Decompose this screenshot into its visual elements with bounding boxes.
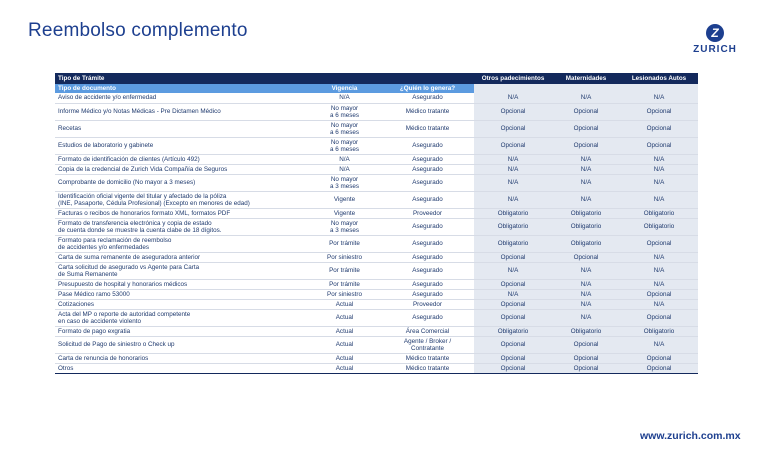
zurich-logo-icon: Z xyxy=(706,24,724,42)
cell-quien-genera-line: Asegurado xyxy=(412,165,443,173)
cell-lesionados-autos: Opcional xyxy=(620,363,698,373)
cell-documento xyxy=(55,164,308,174)
table-row xyxy=(55,326,698,336)
cell-documento-line: Carta de renuncia de honorarios xyxy=(58,354,149,362)
cell-otros-padecimientos: N/A xyxy=(474,154,552,164)
cell-quien-genera-line: Médico tratante xyxy=(405,125,450,132)
cell-vigencia-line: Actual xyxy=(335,314,354,321)
header-quien-genera: ¿Quién lo genera? xyxy=(381,84,474,93)
cell-vigencia-line: a 3 meses xyxy=(329,226,360,234)
cell-quien-genera xyxy=(381,309,474,326)
cell-quien-genera xyxy=(381,93,474,103)
cell-quien-genera-line: Contratante xyxy=(411,344,444,352)
cell-lesionados-autos: Opcional xyxy=(620,353,698,363)
table-row xyxy=(55,235,698,252)
cell-documento xyxy=(55,235,308,252)
table-row xyxy=(55,299,698,309)
cell-vigencia-line: Por trámite xyxy=(329,240,360,247)
cell-quien-genera-line: Asegurado xyxy=(412,196,443,203)
cell-vigencia-line: a 3 meses xyxy=(329,182,360,190)
table-row xyxy=(55,289,698,299)
cell-quien-genera-line: Asegurado xyxy=(412,155,443,163)
cell-documento-line: Formato de identificación de clientes (Artículo 492) xyxy=(58,155,200,163)
cell-vigencia-line: No mayor xyxy=(330,104,359,112)
footer-url: www.zurich.com.mx xyxy=(640,430,741,442)
cell-vigencia-line: Vigente xyxy=(333,209,356,217)
cell-documento-line: Cotizaciones xyxy=(58,300,95,308)
cell-documento-line: Carta solicitud de asegurado vs Agente para Carta xyxy=(58,263,200,271)
cell-documento-line: Formato de pago exgratia xyxy=(58,327,131,335)
cell-quien-genera xyxy=(381,137,474,154)
cell-vigencia-line: No mayor xyxy=(330,219,359,227)
table-row xyxy=(55,353,698,363)
cell-otros-padecimientos: Opcional xyxy=(474,279,552,289)
header-maternidades: Maternidades xyxy=(552,73,620,84)
cell-lesionados-autos: N/A xyxy=(620,174,698,191)
cell-documento-line: Otros xyxy=(58,364,74,372)
cell-quien-genera xyxy=(381,326,474,336)
cell-vigencia xyxy=(308,262,381,279)
cell-quien-genera-line: Proveedor xyxy=(412,209,443,217)
cell-otros-padecimientos: Opcional xyxy=(474,103,552,120)
cell-lesionados-autos: N/A xyxy=(620,93,698,103)
cell-quien-genera xyxy=(381,363,474,373)
cell-documento xyxy=(55,336,308,353)
cell-lesionados-autos: N/A xyxy=(620,336,698,353)
cell-vigencia xyxy=(308,137,381,154)
cell-vigencia xyxy=(308,164,381,174)
table-row xyxy=(55,363,698,373)
cell-maternidades: N/A xyxy=(552,309,620,326)
cell-maternidades: Obligatorio xyxy=(552,326,620,336)
cell-maternidades: N/A xyxy=(552,164,620,174)
table-row xyxy=(55,252,698,262)
cell-maternidades: N/A xyxy=(552,93,620,103)
cell-otros-padecimientos: Opcional xyxy=(474,120,552,137)
cell-quien-genera-line: Proveedor xyxy=(412,300,443,308)
cell-vigencia xyxy=(308,235,381,252)
cell-documento-line: Carta de suma remanente de aseguradora anterior xyxy=(58,253,201,261)
cell-quien-genera-line: Asegurado xyxy=(412,240,443,247)
cell-otros-padecimientos: Opcional xyxy=(474,336,552,353)
table-header-row xyxy=(55,73,698,84)
cell-otros-padecimientos: Opcional xyxy=(474,137,552,154)
cell-documento xyxy=(55,191,308,208)
cell-documento-line: de cuenta donde se muestre la cuenta clabe de 18 dígitos. xyxy=(58,226,222,234)
cell-quien-genera-line: Médico tratante xyxy=(405,354,450,362)
cell-quien-genera xyxy=(381,279,474,289)
table-row xyxy=(55,262,698,279)
cell-quien-genera-line: Área Comercial xyxy=(405,327,450,335)
table-row xyxy=(55,191,698,208)
cell-lesionados-autos: Obligatorio xyxy=(620,326,698,336)
cell-quien-genera-line: Asegurado xyxy=(412,142,443,149)
cell-otros-padecimientos: Obligatorio xyxy=(474,218,552,235)
header-lesionados-autos: Lesionados Autos xyxy=(620,73,698,84)
cell-quien-genera-line: Asegurado xyxy=(412,223,443,230)
cell-vigencia-line: Actual xyxy=(335,300,354,308)
table-row xyxy=(55,174,698,191)
cell-otros-padecimientos: N/A xyxy=(474,93,552,103)
cell-quien-genera-line: Asegurado xyxy=(412,94,443,102)
cell-documento xyxy=(55,299,308,309)
table-row xyxy=(55,208,698,218)
cell-documento-line: Facturas o recibos de honorarios formato XML, formatos PDF xyxy=(58,209,231,217)
cell-vigencia-line: a 6 meses xyxy=(329,128,360,136)
cell-lesionados-autos: N/A xyxy=(620,252,698,262)
cell-maternidades: N/A xyxy=(552,289,620,299)
cell-documento xyxy=(55,326,308,336)
table-row xyxy=(55,93,698,103)
cell-maternidades: Opcional xyxy=(552,252,620,262)
cell-otros-padecimientos: Obligatorio xyxy=(474,326,552,336)
cell-quien-genera xyxy=(381,336,474,353)
cell-vigencia xyxy=(308,289,381,299)
cell-lesionados-autos: N/A xyxy=(620,279,698,289)
cell-lesionados-autos: Opcional xyxy=(620,235,698,252)
table-row xyxy=(55,120,698,137)
cell-documento-line: Informe Médico y/o Notas Médicas - Pre Dictamen Médico xyxy=(58,108,221,115)
cell-lesionados-autos: N/A xyxy=(620,154,698,164)
cell-vigencia xyxy=(308,309,381,326)
cell-vigencia-line: No mayor xyxy=(330,175,359,183)
cell-maternidades: Opcional xyxy=(552,336,620,353)
cell-vigencia-line: a 6 meses xyxy=(329,111,360,119)
table-row xyxy=(55,309,698,326)
cell-maternidades: Obligatorio xyxy=(552,208,620,218)
cell-otros-padecimientos: N/A xyxy=(474,164,552,174)
cell-maternidades: Opcional xyxy=(552,137,620,154)
cell-lesionados-autos: Opcional xyxy=(620,289,698,299)
cell-quien-genera-line: Asegurado xyxy=(412,267,443,274)
subheader-blank xyxy=(552,84,620,93)
cell-quien-genera xyxy=(381,353,474,363)
page-title: Reembolso complemento xyxy=(28,20,248,41)
cell-vigencia-line: No mayor xyxy=(330,138,359,146)
cell-vigencia-line: N/A xyxy=(339,94,350,102)
cell-quien-genera xyxy=(381,289,474,299)
cell-quien-genera xyxy=(381,299,474,309)
cell-quien-genera-line: Asegurado xyxy=(412,314,443,321)
cell-vigencia-line: Por trámite xyxy=(329,280,360,288)
cell-quien-genera xyxy=(381,252,474,262)
cell-otros-padecimientos: Opcional xyxy=(474,252,552,262)
table-row xyxy=(55,336,698,353)
cell-vigencia xyxy=(308,326,381,336)
cell-maternidades: Opcional xyxy=(552,103,620,120)
table-row xyxy=(55,279,698,289)
cell-vigencia-line: Por trámite xyxy=(329,267,360,274)
table-row xyxy=(55,137,698,154)
cell-quien-genera xyxy=(381,103,474,120)
cell-vigencia-line: Actual xyxy=(335,354,354,362)
cell-vigencia-line: N/A xyxy=(339,165,350,173)
cell-documento-line: (INE, Pasaporte, Cédula Profesional) (Excepto en menores de edad) xyxy=(58,199,250,207)
cell-documento xyxy=(55,262,308,279)
header-otros-padecimientos: Otros padecimientos xyxy=(474,73,552,84)
cell-vigencia-line: Por siniestro xyxy=(327,253,362,261)
cell-documento xyxy=(55,93,308,103)
cell-vigencia-line: Por siniestro xyxy=(327,290,362,298)
cell-vigencia-line: Actual xyxy=(335,364,354,372)
table-row xyxy=(55,103,698,120)
cell-vigencia xyxy=(308,191,381,208)
cell-vigencia xyxy=(308,218,381,235)
cell-documento-line: Solicitud de Pago de siniestro o Check up xyxy=(58,341,175,348)
cell-vigencia xyxy=(308,279,381,289)
cell-quien-genera xyxy=(381,262,474,279)
subheader-blank xyxy=(474,84,552,93)
cell-lesionados-autos: N/A xyxy=(620,262,698,279)
cell-documento-line: Estudios de laboratorio y gabinete xyxy=(58,142,154,149)
cell-otros-padecimientos: N/A xyxy=(474,262,552,279)
cell-maternidades: N/A xyxy=(552,191,620,208)
cell-documento xyxy=(55,279,308,289)
cell-vigencia-line: Actual xyxy=(335,327,354,335)
cell-otros-padecimientos: N/A xyxy=(474,191,552,208)
cell-quien-genera-line: Agente / Broker / xyxy=(403,337,452,345)
cell-vigencia xyxy=(308,336,381,353)
cell-quien-genera xyxy=(381,174,474,191)
cell-maternidades: N/A xyxy=(552,262,620,279)
cell-lesionados-autos: N/A xyxy=(620,299,698,309)
cell-documento xyxy=(55,252,308,262)
cell-quien-genera xyxy=(381,235,474,252)
header-vigencia: Vigencia xyxy=(308,84,381,93)
cell-documento-line: Identificación oficial vigente del titular y afectado de la póliza xyxy=(58,192,227,200)
cell-quien-genera-line: Asegurado xyxy=(412,253,443,261)
cell-otros-padecimientos: Opcional xyxy=(474,299,552,309)
cell-documento-line: Acta del MP o reporte de autoridad competente xyxy=(58,310,191,318)
cell-documento xyxy=(55,103,308,120)
cell-lesionados-autos: Obligatorio xyxy=(620,218,698,235)
cell-quien-genera-line: Médico tratante xyxy=(405,364,450,372)
header-tipo-documento: Tipo de documento xyxy=(55,84,308,93)
cell-documento-line: Pase Médico ramo 53000 xyxy=(58,290,130,298)
cell-vigencia xyxy=(308,299,381,309)
cell-vigencia xyxy=(308,353,381,363)
cell-vigencia-line: a 6 meses xyxy=(329,145,360,153)
cell-otros-padecimientos: N/A xyxy=(474,289,552,299)
cell-otros-padecimientos: Obligatorio xyxy=(474,208,552,218)
cell-maternidades: N/A xyxy=(552,299,620,309)
cell-maternidades: N/A xyxy=(552,154,620,164)
cell-documento xyxy=(55,218,308,235)
cell-vigencia-line: Vigente xyxy=(333,196,356,203)
cell-documento-line: de accidentes y/o enfermedades xyxy=(58,243,150,251)
cell-lesionados-autos: Opcional xyxy=(620,137,698,154)
table-row xyxy=(55,164,698,174)
cell-quien-genera xyxy=(381,218,474,235)
cell-quien-genera xyxy=(381,154,474,164)
cell-vigencia-line: No mayor xyxy=(330,121,359,129)
cell-vigencia xyxy=(308,154,381,164)
document-requirements-table xyxy=(55,73,698,374)
table-subheader-row xyxy=(55,84,698,93)
zurich-logo-text: ZURICH xyxy=(693,44,737,55)
cell-maternidades: Obligatorio xyxy=(552,218,620,235)
cell-documento-line: Comprobante de domicilio (No mayor a 3 meses) xyxy=(58,179,196,186)
cell-quien-genera xyxy=(381,164,474,174)
cell-lesionados-autos: Opcional xyxy=(620,120,698,137)
cell-maternidades: Obligatorio xyxy=(552,235,620,252)
cell-vigencia xyxy=(308,363,381,373)
cell-vigencia xyxy=(308,93,381,103)
cell-documento-line: de Suma Remanente xyxy=(58,270,118,278)
cell-documento xyxy=(55,154,308,164)
cell-otros-padecimientos: Opcional xyxy=(474,309,552,326)
cell-quien-genera-line: Asegurado xyxy=(412,179,443,186)
cell-documento xyxy=(55,289,308,299)
cell-documento-line: Formato de transferencia electrónica y copia de estado xyxy=(58,219,212,227)
cell-lesionados-autos: Opcional xyxy=(620,103,698,120)
cell-quien-genera xyxy=(381,208,474,218)
cell-documento xyxy=(55,309,308,326)
cell-vigencia-line: N/A xyxy=(339,155,350,163)
cell-otros-padecimientos: N/A xyxy=(474,174,552,191)
zurich-logo xyxy=(688,24,742,64)
cell-maternidades: N/A xyxy=(552,279,620,289)
cell-quien-genera xyxy=(381,191,474,208)
cell-vigencia xyxy=(308,252,381,262)
cell-lesionados-autos: Obligatorio xyxy=(620,208,698,218)
cell-documento xyxy=(55,120,308,137)
cell-quien-genera-line: Asegurado xyxy=(412,280,443,288)
cell-lesionados-autos: Opcional xyxy=(620,309,698,326)
subheader-blank xyxy=(620,84,698,93)
header-tipo-tramite: Tipo de Trámite xyxy=(55,73,474,84)
cell-documento-line: Copia de la credencial de Zurich Vida Compañía de Seguros xyxy=(58,165,228,173)
cell-vigencia xyxy=(308,174,381,191)
cell-lesionados-autos: N/A xyxy=(620,164,698,174)
cell-documento xyxy=(55,363,308,373)
table-row xyxy=(55,154,698,164)
cell-otros-padecimientos: Obligatorio xyxy=(474,235,552,252)
cell-maternidades: Opcional xyxy=(552,120,620,137)
cell-quien-genera-line: Asegurado xyxy=(412,290,443,298)
cell-documento-line: en caso de accidente violento xyxy=(58,317,141,325)
cell-vigencia-line: Actual xyxy=(335,341,354,348)
cell-otros-padecimientos: Opcional xyxy=(474,353,552,363)
cell-vigencia xyxy=(308,208,381,218)
cell-quien-genera xyxy=(381,120,474,137)
cell-documento xyxy=(55,353,308,363)
cell-documento xyxy=(55,208,308,218)
cell-otros-padecimientos: Opcional xyxy=(474,363,552,373)
cell-maternidades: Opcional xyxy=(552,353,620,363)
cell-vigencia xyxy=(308,120,381,137)
cell-documento-line: Presupuesto de hospital y honorarios médicos xyxy=(58,280,188,288)
table-row xyxy=(55,218,698,235)
cell-documento-line: Formato para reclamación de reembolso xyxy=(58,236,172,244)
cell-documento xyxy=(55,137,308,154)
cell-maternidades: N/A xyxy=(552,174,620,191)
cell-documento-line: Aviso de accidente y/o enfermedad xyxy=(58,94,157,102)
cell-quien-genera-line: Médico tratante xyxy=(405,108,450,115)
cell-documento xyxy=(55,174,308,191)
cell-documento-line: Recetas xyxy=(58,125,82,132)
cell-maternidades: Opcional xyxy=(552,363,620,373)
cell-vigencia xyxy=(308,103,381,120)
cell-lesionados-autos: N/A xyxy=(620,191,698,208)
